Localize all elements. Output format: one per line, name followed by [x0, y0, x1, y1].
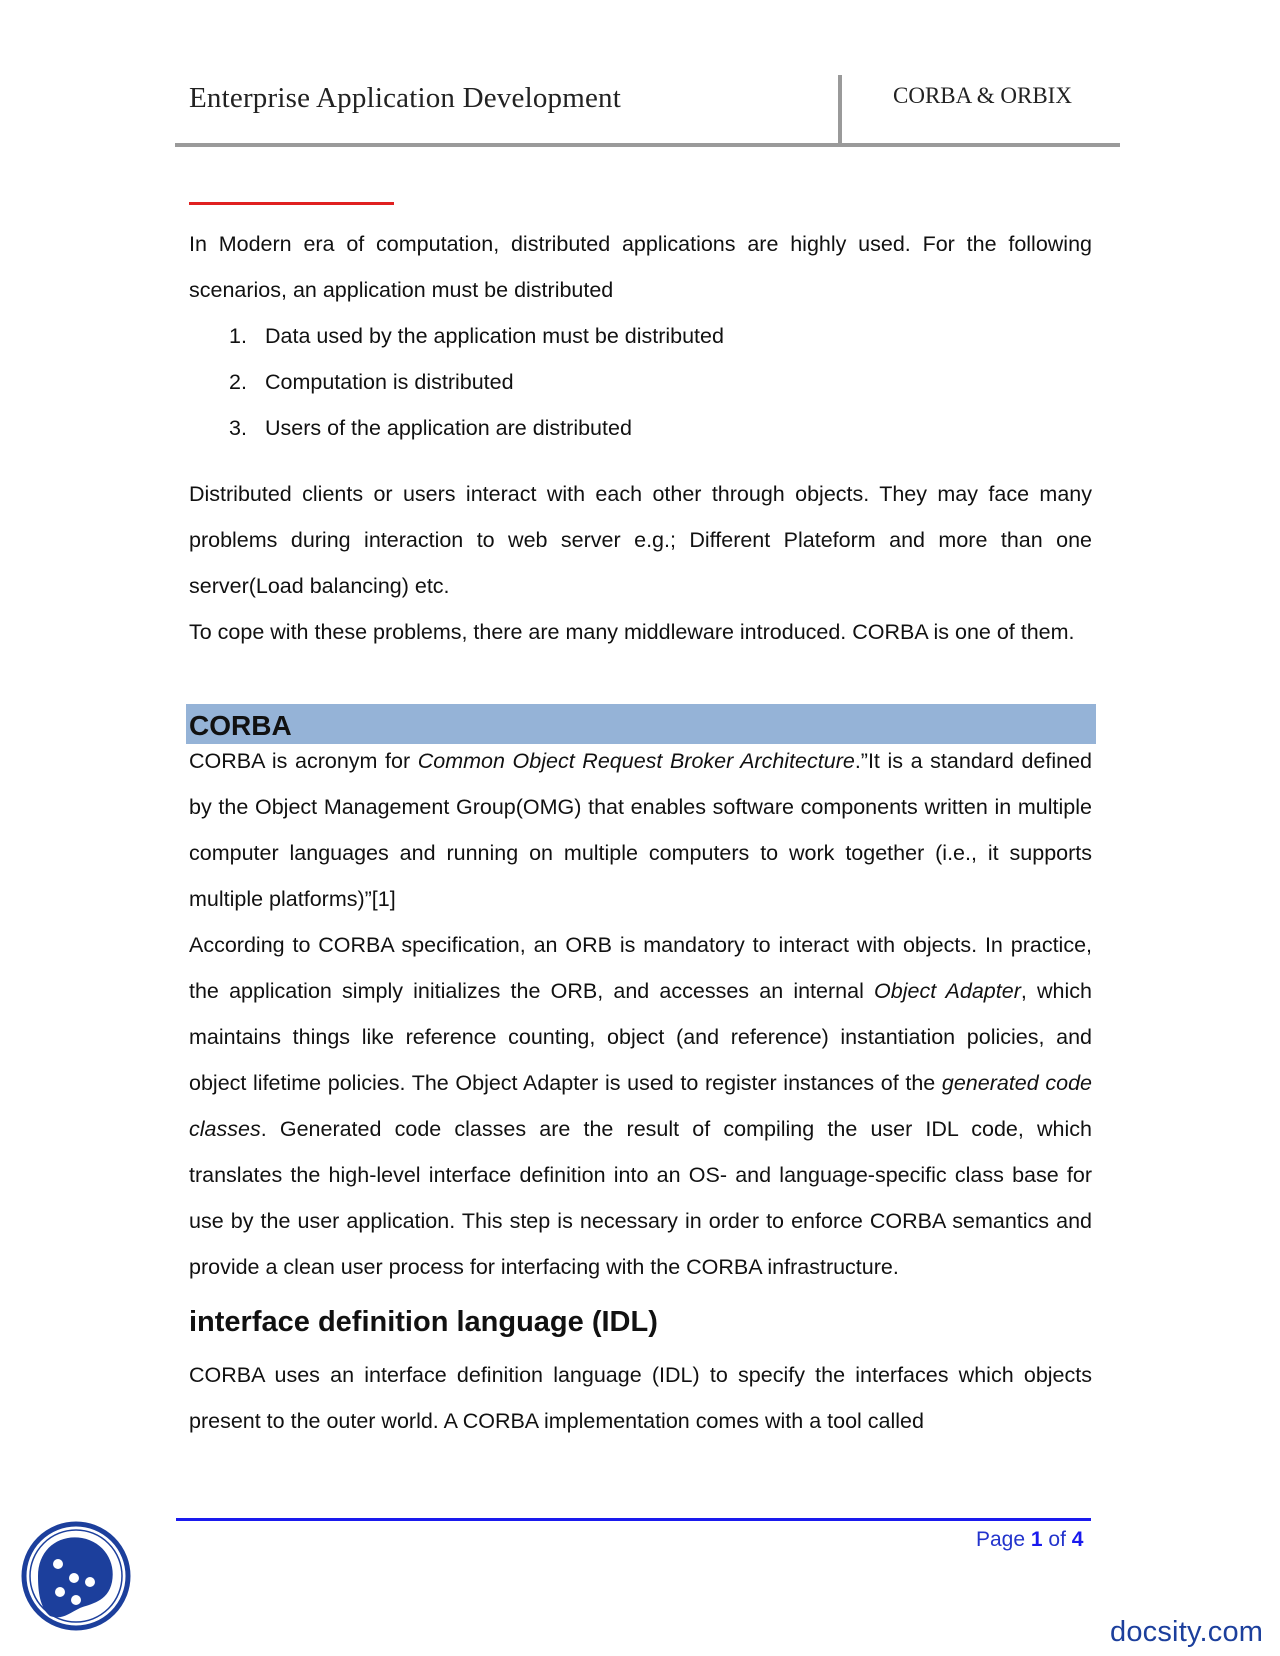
corba-section [189, 738, 1092, 1444]
docsity-logo-icon[interactable] [20, 1520, 132, 1632]
intro-paragraph: In Modern era of computation, distributed applications are highly used. For the following scenarios, an application must be distributed [189, 232, 1092, 302]
document-title: Enterprise Application Development [189, 82, 622, 114]
list-item: 1. Data used by the application must be distributed [229, 324, 724, 348]
idl-heading: interface definition language (IDL) [189, 1306, 658, 1338]
red-accent-line [189, 202, 394, 205]
paragraph: To cope with these problems, there are many middleware introduced. CORBA is one of them. [189, 620, 1075, 644]
header-divider [838, 75, 842, 145]
page-indicator: Page 1 of 4 [976, 1528, 1084, 1551]
paragraph: CORBA uses an interface definition language (IDL) to specify the interfaces which objects present to the outer world. A CORBA implementation comes with a tool called [189, 1363, 1092, 1433]
list-item: 3. Users of the application are distributed [229, 416, 632, 440]
intro-section [189, 221, 1092, 655]
scenario-list [189, 313, 1092, 451]
paragraph: CORBA is acronym for Common Object Request Broker Architecture.”It is a standard defined by the Object Management Group(OMG) that enables software components written in multiple computer languages and running on multiple computers to work together (i.e., it supports multiple platforms)”[1] [189, 749, 1092, 911]
footer-rule [176, 1518, 1091, 1521]
paragraph: According to CORBA specification, an ORB is mandatory to interact with objects. In practice, the application simply initializes the ORB, and accesses an internal Object Adapter, which maintains things like reference counting, object (and reference) instantiation policies, and object lifetime policies. The Object Adapter is used to register instances of the generated code classes. Generated code classes are the result of compiling the user IDL code, which translates the high-level interface definition into an OS- and language-specific class base for use by the user application. This step is necessary in order to enforce CORBA semantics and provide a clean user process for interfacing with the CORBA infrastructure. [189, 933, 1092, 1279]
paragraph: Distributed clients or users interact with each other through objects. They may face many problems during interaction to web server e.g.; Different Plateform and more than one server(Load balancing) etc. [189, 482, 1092, 598]
brand-link[interactable]: docsity.com [1110, 1616, 1264, 1648]
header-rule [175, 143, 1120, 147]
list-item: 2. Computation is distributed [229, 370, 514, 394]
section-label: CORBA & ORBIX [893, 83, 1072, 108]
corba-heading: CORBA [189, 710, 292, 741]
